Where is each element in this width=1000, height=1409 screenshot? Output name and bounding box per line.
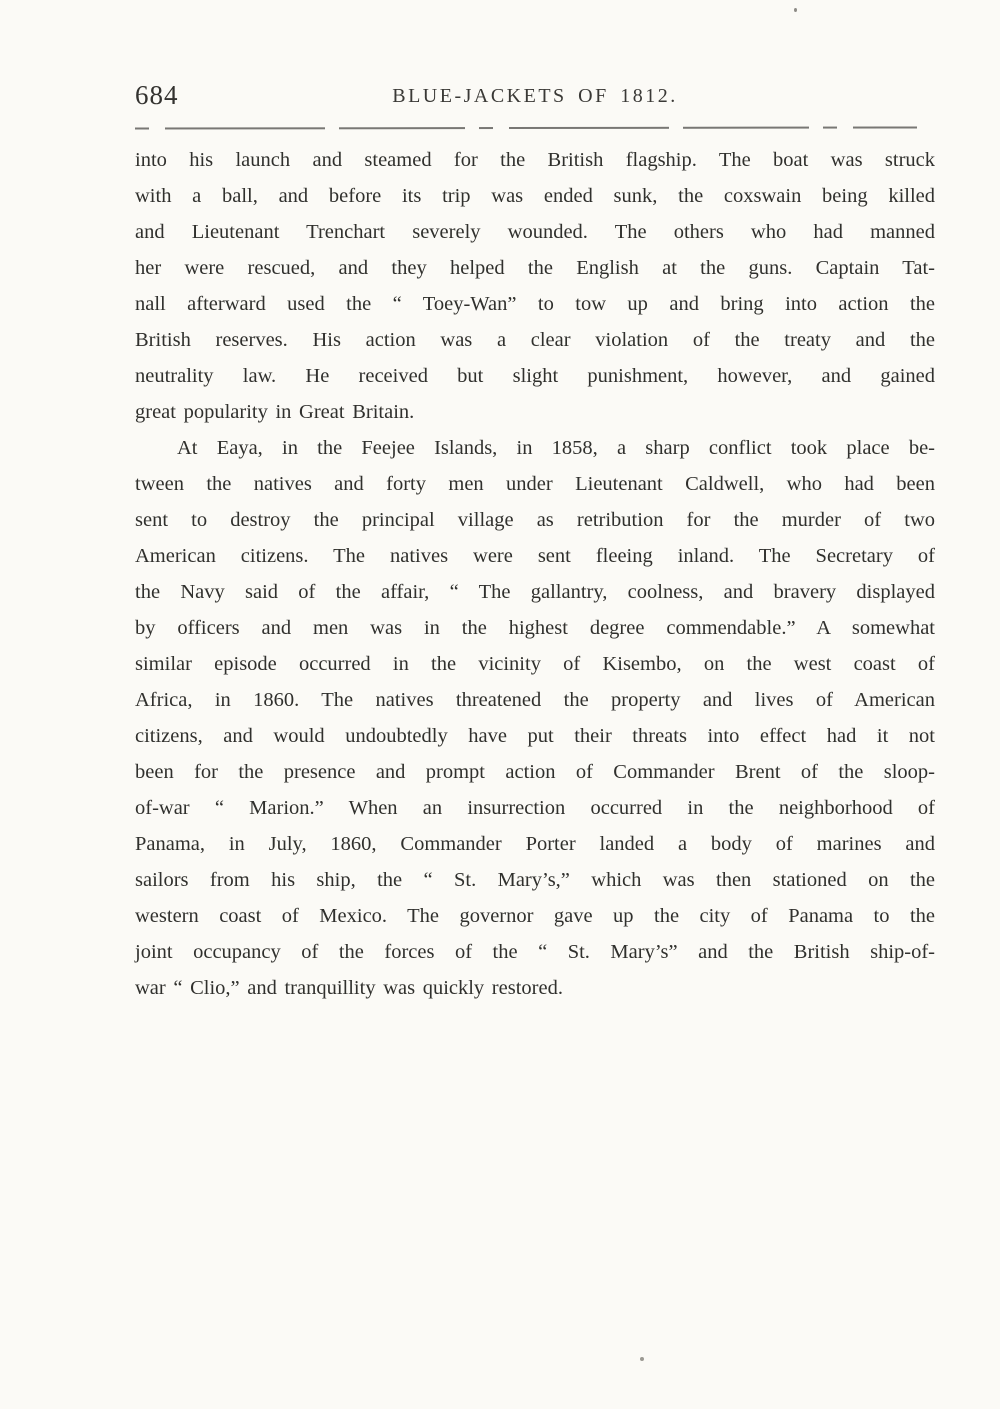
text-line: with a ball, and before its trip was ended sunk, the coxswain being killed (135, 185, 935, 207)
text-line: American citizens. The natives were sent fleeing inland. The Secretary of (135, 545, 935, 567)
text-line: nall afterward used the “ Toey-Wan” to tow up and bring into action the (135, 293, 935, 315)
text-block (135, 142, 935, 1006)
paragraph (135, 430, 935, 1006)
text-line: been for the presence and prompt action of Commander Brent of the sloop- (135, 761, 935, 783)
text-line: western coast of Mexico. The governor gave up the city of Panama to the (135, 905, 935, 927)
text-line: neutrality law. He received but slight punishment, however, and gained (135, 365, 935, 387)
text-line: Panama, in July, 1860, Commander Porter landed a body of marines and (135, 833, 935, 855)
text-line: similar episode occurred in the vicinity of Kisembo, on the west coast of (135, 653, 935, 675)
text-line: her were rescued, and they helped the English at the guns. Captain Tat- (135, 257, 935, 279)
paragraph (135, 142, 935, 430)
text-line: tween the natives and forty men under Lieutenant Caldwell, who had been (135, 473, 935, 495)
text-line: sent to destroy the principal village as retribution for the murder of two (135, 509, 935, 531)
text-line: Africa, in 1860. The natives threatened the property and lives of American (135, 689, 935, 711)
page-number: 684 (135, 80, 179, 110)
text-line: At Eaya, in the Feejee Islands, in 1858, a sharp conflict took place be- (177, 437, 935, 459)
text-line: of-war “ Marion.” When an insurrection occurred in the neighborhood of (135, 797, 935, 819)
header-rule (135, 126, 917, 129)
text-line: British reserves. His action was a clear violation of the treaty and the (135, 329, 935, 351)
text-line: into his launch and steamed for the British flagship. The boat was struck (135, 149, 935, 171)
text-line: great popularity in Great Britain. (135, 401, 415, 423)
text-line: and Lieutenant Trenchart severely wounded. The others who had manned (135, 221, 935, 243)
text-line: war “ Clio,” and tranquillity was quickly restored. (135, 977, 563, 999)
scan-artifact (794, 8, 797, 12)
text-line: citizens, and would undoubtedly have put their threats into effect had it not (135, 725, 935, 747)
page-header (135, 78, 935, 118)
text-line: joint occupancy of the forces of the “ St. Mary’s” and the British ship-of- (135, 941, 935, 963)
running-title: BLUE-JACKETS OF 1812. (392, 85, 678, 107)
text-line: by officers and men was in the highest degree commendable.” A somewhat (135, 617, 935, 639)
scan-artifact (640, 1357, 644, 1361)
text-line: the Navy said of the affair, “ The gallantry, coolness, and bravery displayed (135, 581, 935, 603)
text-line: sailors from his ship, the “ St. Mary’s,” which was then stationed on the (135, 869, 935, 891)
